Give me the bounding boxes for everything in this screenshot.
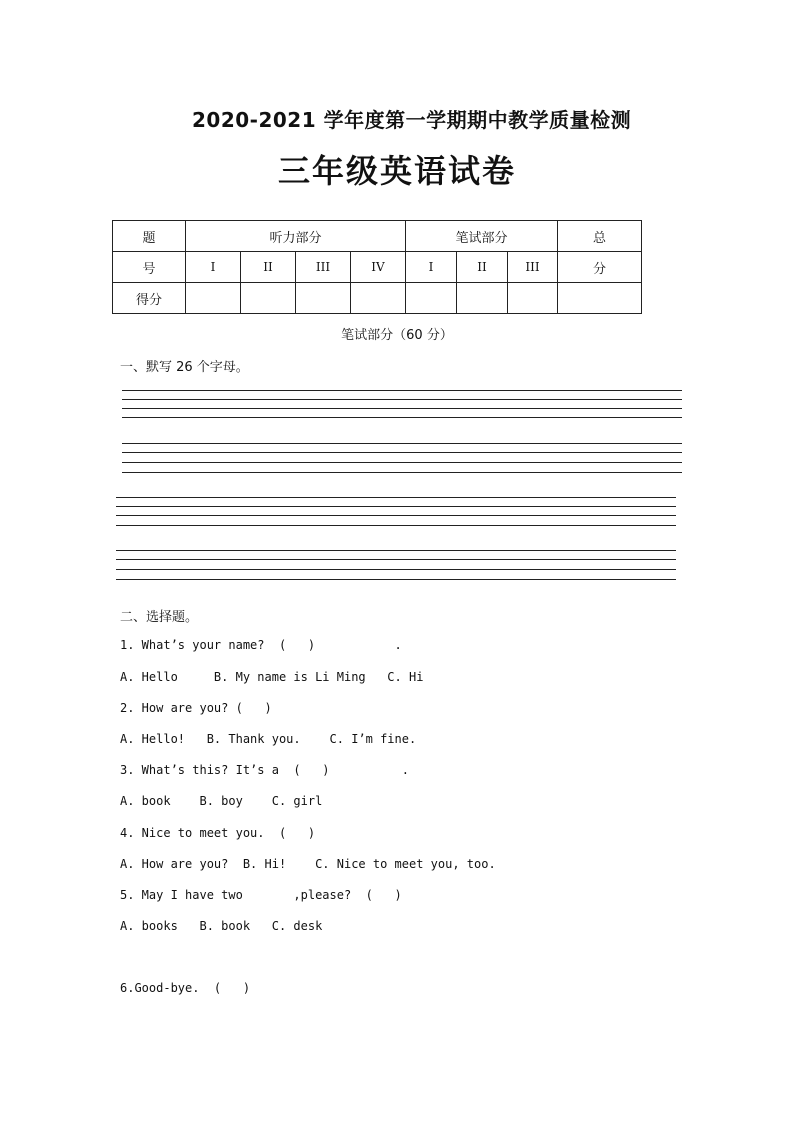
exam-title: 2020-2021 学年度第一学期期中教学质量检测	[192, 108, 632, 132]
writing-line	[122, 390, 682, 391]
writing-line	[116, 550, 676, 551]
writing-col-2: II	[457, 252, 508, 283]
question-6: 6.Good-bye. ( )	[120, 981, 251, 995]
writing-line	[122, 408, 682, 409]
question-2: 2. How are you? ( )	[120, 701, 272, 715]
listening-col-3: III	[296, 252, 351, 283]
question-number-label-bottom: 号	[113, 252, 186, 283]
question-5: 5. May I have two ,please? ( )	[120, 888, 402, 902]
question-5-options: A. books B. book C. desk	[120, 919, 323, 933]
writing-line	[122, 399, 682, 400]
writing-line	[116, 559, 676, 560]
listening-part-header: 听力部分	[186, 221, 406, 252]
listening-col-2: II	[241, 252, 296, 283]
score-cell[interactable]	[406, 283, 457, 314]
writing-line	[116, 515, 676, 516]
listening-col-4: IV	[351, 252, 406, 283]
score-table	[112, 220, 642, 314]
question-3: 3. What’s this? It’s a ( ) .	[120, 763, 409, 777]
writing-col-1: I	[406, 252, 457, 283]
total-label-bottom: 分	[558, 252, 642, 283]
listening-col-1: I	[186, 252, 241, 283]
writing-line	[116, 569, 676, 570]
writing-line	[122, 417, 682, 418]
section2-title: 二、选择题。	[120, 610, 199, 625]
question-1: 1. What’s your name? ( ) .	[120, 638, 402, 652]
writing-line	[116, 497, 676, 498]
writing-line	[122, 472, 682, 473]
writing-line	[122, 443, 682, 444]
score-cell[interactable]	[457, 283, 508, 314]
score-row-label: 得分	[113, 283, 186, 314]
question-4-options: A. How are you? B. Hi! C. Nice to meet you, too.	[120, 857, 496, 871]
score-cell[interactable]	[186, 283, 241, 314]
score-cell[interactable]	[508, 283, 558, 314]
question-4: 4. Nice to meet you. ( )	[120, 826, 316, 840]
question-3-options: A. book B. boy C. girl	[120, 794, 323, 808]
written-part-heading: 笔试部分（60 分）	[341, 328, 453, 343]
score-cell-total[interactable]	[558, 283, 642, 314]
writing-line	[116, 579, 676, 580]
writing-line	[122, 462, 682, 463]
score-cell[interactable]	[241, 283, 296, 314]
question-number-label-top: 题	[113, 221, 186, 252]
section1-title: 一、默写 26 个字母。	[120, 360, 249, 375]
writing-line	[122, 452, 682, 453]
question-2-options: A. Hello! B. Thank you. C. I’m fine.	[120, 732, 417, 746]
writing-col-3: III	[508, 252, 558, 283]
score-cell[interactable]	[296, 283, 351, 314]
question-1-options: A. Hello B. My name is Li Ming C. Hi	[120, 670, 424, 684]
writing-line	[116, 525, 676, 526]
paper-subtitle: 三年级英语试卷	[277, 152, 516, 190]
writing-part-header: 笔试部分	[406, 221, 558, 252]
writing-line	[116, 506, 676, 507]
score-cell[interactable]	[351, 283, 406, 314]
total-label-top: 总	[558, 221, 642, 252]
